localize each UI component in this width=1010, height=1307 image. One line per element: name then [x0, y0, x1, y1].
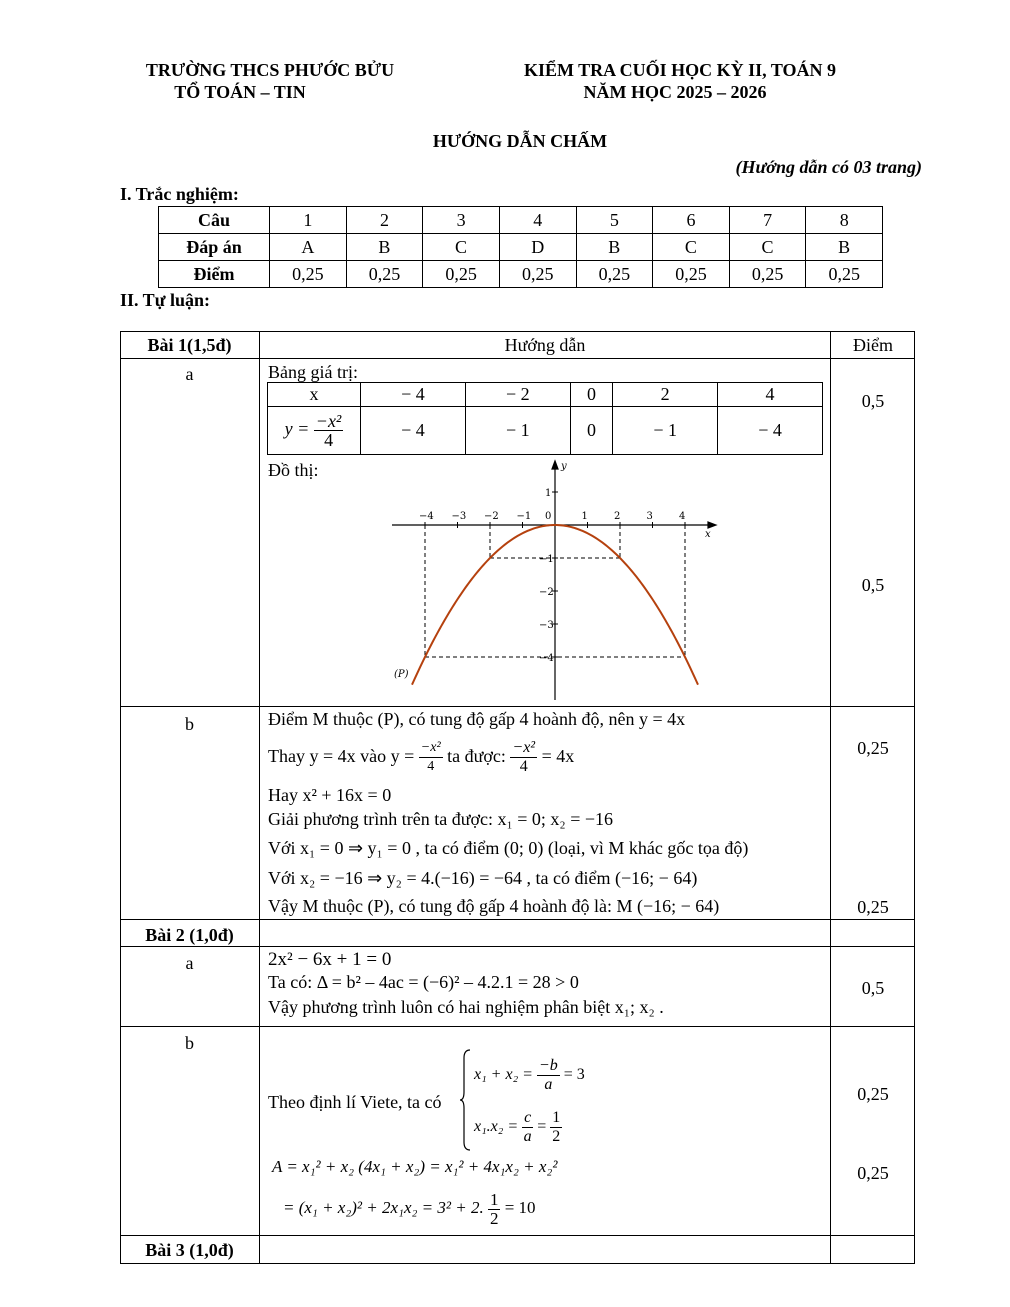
- y-tick-label: −2: [539, 587, 554, 598]
- question-cell: 7: [729, 207, 806, 234]
- x-tick-label: 4: [679, 511, 686, 522]
- x-value: 4: [718, 383, 823, 407]
- column-divider: [259, 331, 260, 1264]
- answer-cell: B: [806, 234, 883, 261]
- row-divider: [120, 706, 915, 707]
- x-tick-label: −2: [484, 511, 499, 522]
- parabola-graph: [380, 455, 720, 700]
- answer-cell: C: [729, 234, 806, 261]
- question-cell: 8: [806, 207, 883, 234]
- y-label-fraction: [314, 412, 344, 449]
- y-tick-label: −4: [539, 653, 554, 664]
- answer-cell: D: [499, 234, 576, 261]
- b2-a-line1: 2x² − 6x + 1 = 0: [268, 949, 392, 970]
- b1-b-line2-rhs: = 4x: [541, 746, 575, 766]
- x-value: − 4: [361, 383, 466, 407]
- b1-b-line5: Với x₁ = 0 ⇒ y₁ = 0 , ta có điểm (0; 0) (loại, vì M khác gốc tọa độ): [268, 838, 749, 858]
- b1-score-a1: 0,5: [861, 391, 885, 411]
- frac-numerator: −x²: [315, 411, 342, 431]
- question-cell: 6: [653, 207, 730, 234]
- x-value: 0: [570, 383, 613, 407]
- b1-b-line1: Điểm M thuộc (P), có tung độ gấp 4 hoành độ, nên y = 4x: [268, 709, 686, 729]
- b2-score-a: 0,5: [861, 978, 885, 998]
- multiple-choice-table: [158, 206, 883, 288]
- b1-b-line2-pre: Thay y = 4x vào y =: [268, 746, 415, 766]
- column-divider: [830, 331, 831, 1264]
- score-cell: 0,25: [806, 261, 883, 288]
- department-name: TỔ TOÁN – TIN: [174, 82, 306, 102]
- graph-title: Đồ thị:: [268, 460, 319, 480]
- score-cell: 0,25: [423, 261, 500, 288]
- question-cell: 3: [423, 207, 500, 234]
- sys2-eq: =: [537, 1118, 547, 1135]
- b1-b-line2-frac: [419, 739, 443, 776]
- x-axis-label: x: [705, 529, 711, 540]
- frac-numerator: c: [524, 1108, 532, 1126]
- frac-denominator: 4: [519, 758, 528, 776]
- y-value: − 4: [718, 407, 823, 455]
- frac-numerator: −b: [538, 1056, 558, 1074]
- row-label: Điểm: [159, 261, 270, 288]
- score-cell: 0,25: [270, 261, 347, 288]
- page-title: HƯỚNG DẪN CHẤM: [432, 131, 608, 151]
- row-label: Câu: [159, 207, 270, 234]
- x-value: − 2: [465, 383, 570, 407]
- row-divider: [120, 1026, 915, 1027]
- page-count-note: (Hướng dẫn có 03 trang): [735, 157, 922, 177]
- lineA2-post: = 10: [504, 1198, 536, 1217]
- col-header-bai: Bài 1(1,5đ): [147, 335, 232, 355]
- b2-score-b1: 0,25: [857, 1084, 889, 1104]
- x-row: [268, 383, 823, 407]
- x-axis-arrow: [708, 522, 716, 528]
- b1-a-label: a: [185, 364, 194, 384]
- y-tick-label: −1: [539, 554, 554, 565]
- y-tick-label: 1: [545, 488, 552, 499]
- frac-denominator: 2: [552, 1127, 561, 1145]
- x-label: x: [268, 383, 361, 407]
- y-axis-label: y: [561, 461, 567, 472]
- part1-heading: I. Trắc nghiệm:: [120, 184, 239, 204]
- b2-b-lineA2: [283, 1187, 536, 1229]
- frac-denominator: a: [544, 1075, 553, 1093]
- score-row: [159, 261, 883, 288]
- answer-cell: C: [423, 234, 500, 261]
- col-header-score: Điểm: [853, 335, 893, 355]
- system-eq2: [474, 1105, 562, 1149]
- y-label: [268, 407, 361, 455]
- sys1-lhs: x₁ + x₂ =: [474, 1066, 533, 1083]
- b1-b-label: b: [185, 714, 194, 734]
- question-cell: 5: [576, 207, 653, 234]
- row-divider: [120, 919, 915, 920]
- frac-numerator: −x²: [419, 739, 443, 758]
- b2-b-viete: Theo định lí Viete, ta có: [268, 1092, 442, 1112]
- value-table-title: Bảng giá trị:: [268, 362, 358, 382]
- x-tick-label: −4: [419, 511, 434, 522]
- row-label: Đáp án: [159, 234, 270, 261]
- brace-path: [460, 1050, 470, 1150]
- b1-score-b1: 0,25: [857, 738, 889, 758]
- system-eq1: [474, 1053, 585, 1097]
- answer-row: [159, 234, 883, 261]
- school-name: TRƯỜNG THCS PHƯỚC BỬU: [145, 60, 395, 80]
- b1-b-line7: Vậy M thuộc (P), có tung độ gấp 4 hoành độ là: M (−16; − 64): [268, 896, 720, 916]
- sys2-frac: [522, 1109, 533, 1146]
- system-brace: [458, 1048, 472, 1152]
- b2-b-lineA1: A = x₁² + x₂ (4x₁ + x₂) = x₁² + 4x₁x₂ + x₂²: [272, 1157, 558, 1176]
- y-value: − 4: [361, 407, 466, 455]
- frac-numerator: 1: [489, 1189, 499, 1209]
- b1-b-line2-mid: ta được:: [447, 746, 506, 766]
- col-header-guide: Hướng dẫn: [504, 335, 586, 355]
- b1-b-line2: [268, 735, 574, 777]
- b1-b-line4: Giải phương trình trên ta được: x₁ = 0; x₂ = −16: [268, 809, 614, 829]
- lineA2-frac: [488, 1191, 501, 1228]
- b1-b-line2-frac2: [510, 739, 537, 776]
- b1-score-b2: 0,25: [857, 897, 889, 917]
- axes: [392, 461, 716, 700]
- answer-cell: B: [576, 234, 653, 261]
- x-tick-label: 2: [614, 511, 621, 522]
- b2-a-line3: Vậy phương trình luôn có hai nghiệm phân biệt x₁; x₂ .: [268, 997, 664, 1017]
- frac-denominator: 4: [427, 759, 435, 775]
- sys2-lhs: x₁.x₂ =: [474, 1118, 519, 1135]
- b3-label: Bài 3 (1,0đ): [145, 1240, 234, 1260]
- row-divider: [120, 358, 915, 359]
- frac-denominator: 4: [324, 430, 334, 450]
- y-tick-label: −3: [539, 620, 554, 631]
- frac-denominator: 2: [489, 1208, 499, 1228]
- frac-numerator: 1: [552, 1108, 561, 1126]
- exam-title: KIỂM TRA CUỐI HỌC KỲ II, TOÁN 9: [523, 60, 837, 80]
- lineA2-pre: = (x₁ + x₂)² + 2x₁x₂ = 3² + 2.: [283, 1198, 484, 1217]
- b2-score-b2: 0,25: [857, 1163, 889, 1183]
- y-value: − 1: [465, 407, 570, 455]
- score-cell: 0,25: [346, 261, 423, 288]
- b2-a-label: a: [185, 953, 194, 973]
- part2-heading: II. Tự luận:: [120, 290, 211, 310]
- curve-label: (P): [394, 669, 409, 680]
- score-cell: 0,25: [576, 261, 653, 288]
- b2-b-label: b: [185, 1033, 194, 1053]
- question-row: [159, 207, 883, 234]
- frac-denominator: a: [523, 1127, 532, 1145]
- frac-numerator: −x²: [512, 739, 536, 757]
- sys2-frac2: [550, 1109, 562, 1146]
- x-tick-label: −1: [516, 511, 532, 522]
- x-tick-label: 0: [545, 511, 552, 522]
- score-cell: 0,25: [499, 261, 576, 288]
- b1-score-a2: 0,5: [861, 575, 885, 595]
- sys1-frac: [537, 1057, 560, 1094]
- question-cell: 1: [270, 207, 347, 234]
- y-row: [268, 407, 823, 455]
- b2-a-line2: Ta có: Δ = b² – 4ac = (−6)² – 4.2.1 = 28 > 0: [268, 972, 579, 992]
- score-cell: 0,25: [729, 261, 806, 288]
- y-value: 0: [570, 407, 613, 455]
- sys1-rhs: = 3: [563, 1066, 585, 1083]
- row-divider: [120, 946, 915, 947]
- x-tick-label: 3: [646, 511, 653, 522]
- answer-cell: A: [270, 234, 347, 261]
- x-value: 2: [613, 383, 718, 407]
- y-value: − 1: [613, 407, 718, 455]
- school-year: NĂM HỌC 2025 – 2026: [583, 82, 767, 102]
- score-cell: 0,25: [653, 261, 730, 288]
- b2-label: Bài 2 (1,0đ): [145, 925, 234, 945]
- x-tick-label: −3: [451, 511, 467, 522]
- b1-b-line6: Với x₂ = −16 ⇒ y₂ = 4.(−16) = −64 , ta có điểm (−16; − 64): [268, 868, 698, 888]
- y-axis-arrow: [552, 461, 558, 469]
- row-divider: [120, 1235, 915, 1236]
- question-cell: 2: [346, 207, 423, 234]
- b1-b-line3: Hay x² + 16x = 0: [268, 785, 392, 805]
- value-table: [267, 382, 823, 455]
- y-label-lhs: y =: [284, 418, 310, 439]
- question-cell: 4: [499, 207, 576, 234]
- answer-cell: B: [346, 234, 423, 261]
- answer-cell: C: [653, 234, 730, 261]
- x-tick-label: 1: [581, 511, 588, 522]
